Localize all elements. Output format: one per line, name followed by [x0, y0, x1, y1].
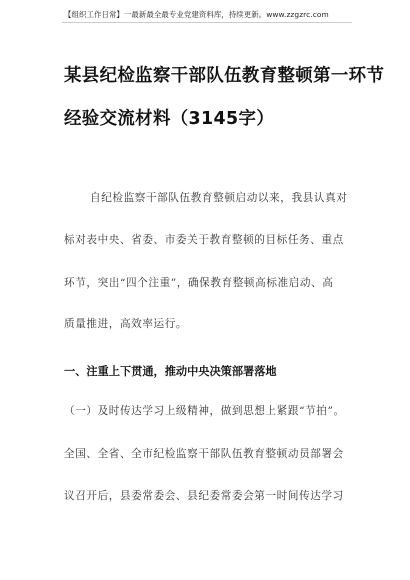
- intro-line-1: 自纪检监察干部队伍教育整顿启动以来，我县认真对: [90, 192, 348, 204]
- header-divider: [62, 22, 352, 23]
- section-1-heading: 一、注重上下贯通，推动中央决策部署落地: [64, 365, 277, 378]
- subsection-1-line: （一）及时传达学习上级精神，做到思想上紧跟“节拍”。: [64, 405, 345, 417]
- document-title-line-1: 某县纪检监察干部队伍教育整顿第一环节: [64, 66, 385, 86]
- body-line-1: 全国、全省、全市纪检监察干部队伍教育整顿动员部署会: [64, 448, 344, 460]
- intro-line-2: 标对表中央、省委、市委关于教育整顿的目标任务、重点: [64, 234, 344, 246]
- intro-line-3: 环节，突出“四个注重”，确保教育整顿高标准启动、高: [64, 277, 334, 289]
- document-title-line-2: 经验交流材料（3145字）: [64, 109, 275, 129]
- header-banner: 【组织工作日常】一最新最全最专业党建资料库，持续更新。www.zzgzrc.com: [64, 10, 329, 19]
- body-line-2: 议召开后，县委常委会、县纪委常委会第一时间传达学习: [64, 490, 344, 502]
- intro-line-4: 质量推进，高效率运行。: [64, 318, 188, 330]
